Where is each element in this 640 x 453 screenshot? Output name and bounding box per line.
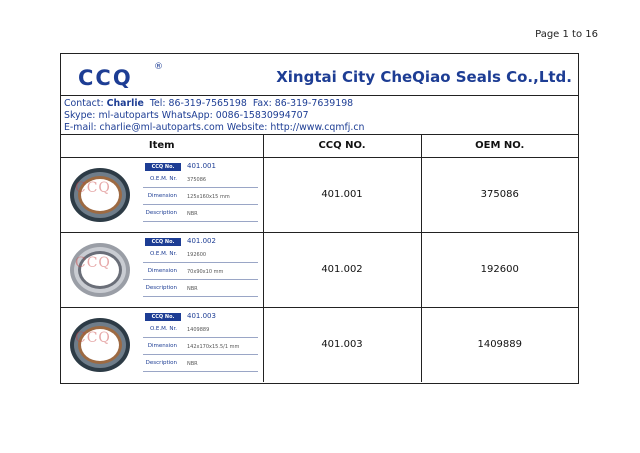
- catalog-sheet: [60, 53, 579, 384]
- ccq-no-cell: 401.003: [263, 307, 421, 382]
- card-description-value: NBR: [187, 360, 198, 367]
- ccq-no-badge: CCQ No.: [145, 313, 181, 321]
- card-description-label: Description: [145, 359, 177, 366]
- table-row: [61, 157, 578, 232]
- card-oem-label: O.E.M. Nr.: [150, 325, 177, 332]
- card-oem-value: 192600: [187, 251, 207, 258]
- ccq-watermark: CCQ: [75, 329, 111, 346]
- card-dimension-value: 142x170x15.5/1 mm: [187, 343, 240, 350]
- card-description-row: [143, 206, 258, 222]
- card-dimension-label: Dimension: [147, 192, 177, 199]
- card-oem-row: [143, 247, 258, 263]
- card-description-row: [143, 281, 258, 297]
- ccq-no-cell: 401.002: [263, 232, 421, 307]
- item-cell: [61, 157, 263, 232]
- card-dimension-value: 70x90x10 mm: [187, 268, 224, 275]
- card-oem-row: [143, 172, 258, 188]
- card-dimension-label: Dimension: [147, 342, 177, 349]
- product-card: [143, 162, 258, 230]
- ccq-logo: CCQ: [78, 66, 133, 90]
- header-item: Item: [61, 135, 263, 157]
- card-ccq-number: 401.001: [187, 161, 216, 170]
- card-description-value: NBR: [187, 210, 198, 217]
- contact-line-1: [64, 98, 575, 110]
- table-row: [61, 307, 578, 382]
- page-number: Page 1 to 16: [535, 29, 598, 40]
- card-ccq-number: 401.002: [187, 236, 216, 245]
- card-dimension-row: [143, 189, 258, 205]
- card-description-value: NBR: [187, 285, 198, 292]
- card-oem-label: O.E.M. Nr.: [150, 175, 177, 182]
- ccq-no-badge: CCQ No.: [145, 163, 181, 171]
- contact-name: Charlie: [106, 98, 144, 109]
- header-ccq-no: CCQ NO.: [263, 135, 421, 157]
- card-dimension-row: [143, 264, 258, 280]
- card-ccq-number: 401.003: [187, 311, 216, 320]
- card-description-label: Description: [145, 209, 177, 216]
- card-oem-value: 375086: [187, 176, 207, 183]
- card-dimension-value: 125x160x15 mm: [187, 193, 230, 200]
- item-cell: [61, 307, 263, 382]
- table-header-row: [61, 135, 578, 157]
- product-card: [143, 237, 258, 305]
- contact-line-3: E-mail: charlie@ml-autoparts.com Website: http://www.cqmfj.cn: [64, 122, 365, 133]
- contact-phone-fax: Tel: 86-319-7565198 Fax: 86-319-7639198: [143, 98, 354, 109]
- contact-line-2: Skype: ml-autoparts WhatsApp: 0086-15830994707: [64, 110, 309, 121]
- card-oem-value: 1409889: [187, 326, 210, 333]
- contact-prefix: Contact:: [64, 98, 107, 109]
- item-cell: [61, 232, 263, 307]
- company-header: [61, 54, 578, 96]
- card-description-label: Description: [145, 284, 177, 291]
- ccq-watermark: CCQ: [75, 179, 111, 196]
- product-card: [143, 312, 258, 380]
- table-row: [61, 232, 578, 307]
- oem-no-cell: 375086: [421, 157, 578, 232]
- card-dimension-label: Dimension: [147, 267, 177, 274]
- ccq-no-badge: CCQ No.: [145, 238, 181, 246]
- header-oem-no: OEM NO.: [421, 135, 578, 157]
- card-dimension-row: [143, 339, 258, 355]
- company-name: Xingtai City CheQiao Seals Co.,Ltd.: [276, 68, 572, 86]
- contact-info: [61, 96, 578, 135]
- product-table: [61, 135, 578, 382]
- oem-no-cell: 192600: [421, 232, 578, 307]
- oem-no-cell: 1409889: [421, 307, 578, 382]
- registered-mark: ®: [154, 62, 163, 72]
- ccq-no-cell: 401.001: [263, 157, 421, 232]
- card-description-row: [143, 356, 258, 372]
- ccq-watermark: CCQ: [75, 254, 111, 271]
- card-oem-label: O.E.M. Nr.: [150, 250, 177, 257]
- card-oem-row: [143, 322, 258, 338]
